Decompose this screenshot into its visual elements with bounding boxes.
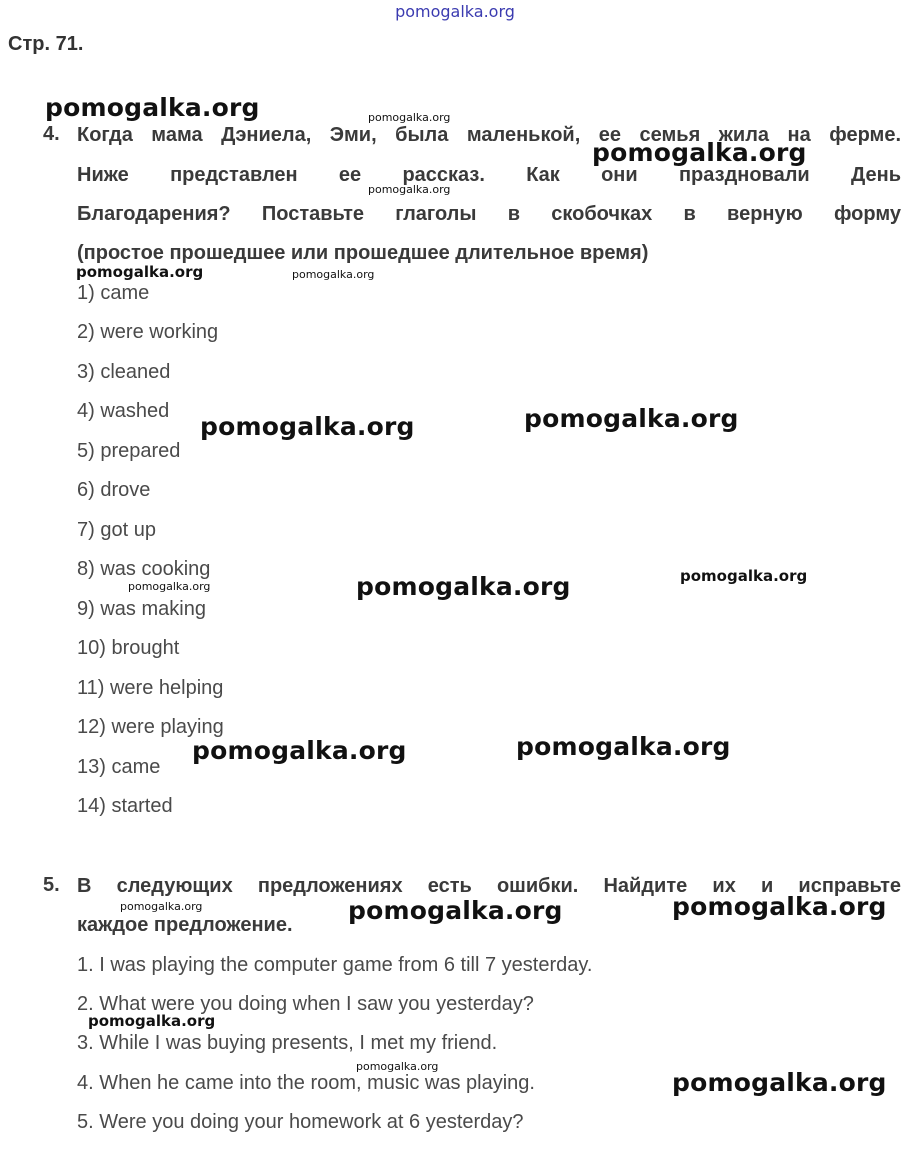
task-4-number: 4. [43,123,60,145]
task-5-answer: 5. Were you doing your homework at 6 yesterday? [77,1111,524,1133]
task-5-answer: 1. I was playing the computer game from 6 till 7 yesterday. [77,954,593,976]
site-header-link[interactable]: pomogalka.org [395,2,515,21]
watermark: pomogalka.org [128,580,211,593]
task-4-answer: 7) got up [77,519,156,541]
task-4-answer: 14) started [77,795,173,817]
task-5-answer: 3. While I was buying presents, I met my friend. [77,1032,498,1054]
watermark: pomogalka.org [292,268,375,281]
task-4-line-4: (простое прошедшее или прошедшее длительное время) [77,242,649,264]
task-4-answer: 12) were playing [77,716,224,738]
task-4-line-3: Благодарения? Поставьте глаголы в скобочках в верную форму [77,203,901,225]
task-4-answer: 5) prepared [77,440,181,462]
task-4-answer: 9) was making [77,598,206,620]
watermark: pomogalka.org [200,412,415,441]
watermark: pomogalka.org [192,736,407,765]
watermark: pomogalka.org [356,1060,439,1073]
watermark: pomogalka.org [592,138,807,167]
watermark: pomogalka.org [672,892,887,921]
task-4-line-2: Ниже представлен ее рассказ. Как они праздновали День [77,164,901,186]
watermark: pomogalka.org [368,111,451,124]
watermark: pomogalka.org [120,900,203,913]
watermark: pomogalka.org [368,183,451,196]
watermark: pomogalka.org [88,1012,216,1030]
watermark: pomogalka.org [516,732,731,761]
task-4-answer: 8) was cooking [77,558,211,580]
watermark: pomogalka.org [356,572,571,601]
watermark: pomogalka.org [680,567,808,585]
task-5-answer: 2. What were you doing when I saw you yesterday? [77,993,534,1015]
task-4-answer: 4) washed [77,400,170,422]
task-5-answer: 4. When he came into the room, music was playing. [77,1072,535,1094]
task-4-answer: 3) cleaned [77,361,171,383]
watermark: pomogalka.org [672,1068,887,1097]
task-4-answer: 10) brought [77,637,180,659]
task-5-number: 5. [43,874,60,896]
task-4-answer: 13) came [77,756,161,778]
page-reference: Стр. 71. [8,33,84,55]
task-4-answer: 1) came [77,282,150,304]
task-4-answer: 11) were helping [77,677,224,699]
task-4-line-1: Когда мама Дэниела, Эми, была маленькой, ее семья жила на ферме. [77,124,901,146]
watermark: pomogalka.org [45,93,260,122]
watermark: pomogalka.org [348,896,563,925]
task-4-answer: 6) drove [77,479,151,501]
task-5-line-1: В следующих предложениях есть ошибки. Найдите их и исправьте [77,875,901,897]
task-4-answer: 2) were working [77,321,219,343]
watermark: pomogalka.org [524,404,739,433]
watermark: pomogalka.org [76,263,204,281]
task-5-line-2: каждое предложение. [77,914,293,936]
